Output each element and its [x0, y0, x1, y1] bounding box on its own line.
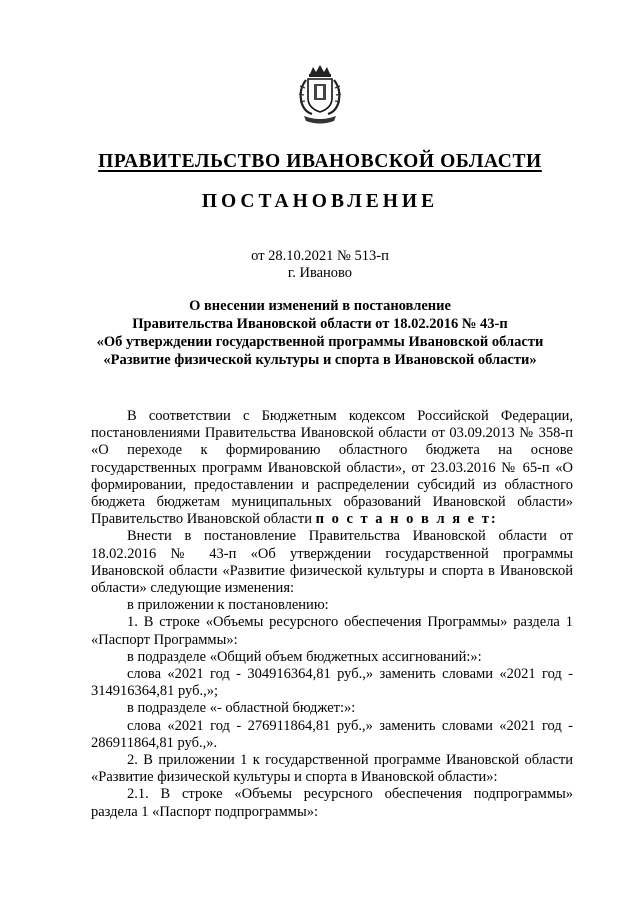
decree-keyword: п о с т а н о в л я е т: [315, 511, 498, 528]
paragraph [91, 408, 573, 528]
date-number: от 28.10.2021 № 513-п [251, 248, 389, 264]
paragraph: Внести в постановление Правительства Ивановской области от 18.02.2016 № 43-п «Об утверждении государственной программы Ивановской области «Развитие физической культуры и спорта в Ивановской области» следующие изменения: [91, 528, 573, 597]
paragraph: слова «2021 год - 304916364,81 руб.,» заменить словами «2021 год - 314916364,81 руб.,»; [91, 666, 573, 700]
paragraph-text: В соответствии с Бюджетным кодексом Российской Федерации, постановлениями Правительства Ивановской области от 03.09.2013 № 358-п «О переходе к формированию областного бюджета на основе государственных программ Ивановской области», от 23.03.2016 № 65-п «О формировании, предоставлении и распределении субсидий из областного бюджета бюджетам муниципальных образований Ивановской области» Правительство Ивановской области [91, 408, 573, 528]
heading-line: Правительства Ивановской области от 18.02.2016 № 43-п [132, 316, 508, 332]
paragraph: в подразделе «- областной бюджет:»: [127, 700, 356, 717]
paragraph: 1. В строке «Объемы ресурсного обеспечения Программы» раздела 1 «Паспорт Программы»: [91, 614, 573, 648]
paragraph: 2. В приложении 1 к государственной программе Ивановской области «Развитие физической культуры и спорта в Ивановской области»: [91, 752, 573, 786]
document-meta [0, 248, 640, 282]
document-heading [60, 297, 580, 369]
heading-line: «Развитие физической культуры и спорта в Ивановской области» [103, 352, 537, 368]
paragraph: 2.1. В строке «Объемы ресурсного обеспечения подпрограммы» раздела 1 «Паспорт подпрограммы»: [91, 786, 573, 820]
paragraph: в приложении к постановлению: [127, 597, 329, 614]
heading-line: «Об утверждении государственной программы Ивановской области [96, 334, 544, 350]
document-type: ПОСТАНОВЛЕНИЕ [201, 191, 439, 212]
document-body [91, 408, 573, 821]
city: г. Иваново [287, 265, 353, 281]
heading-line: О внесении изменений в постановление [189, 298, 451, 314]
paragraph: слова «2021 год - 276911864,81 руб.,» заменить словами «2021 год - 286911864,81 руб.,». [91, 717, 573, 751]
government-title: ПРАВИТЕЛЬСТВО ИВАНОВСКОЙ ОБЛАСТИ [98, 151, 542, 172]
coat-of-arms-icon [296, 64, 344, 126]
paragraph: в подразделе «Общий объем бюджетных ассигнований:»: [127, 648, 482, 665]
